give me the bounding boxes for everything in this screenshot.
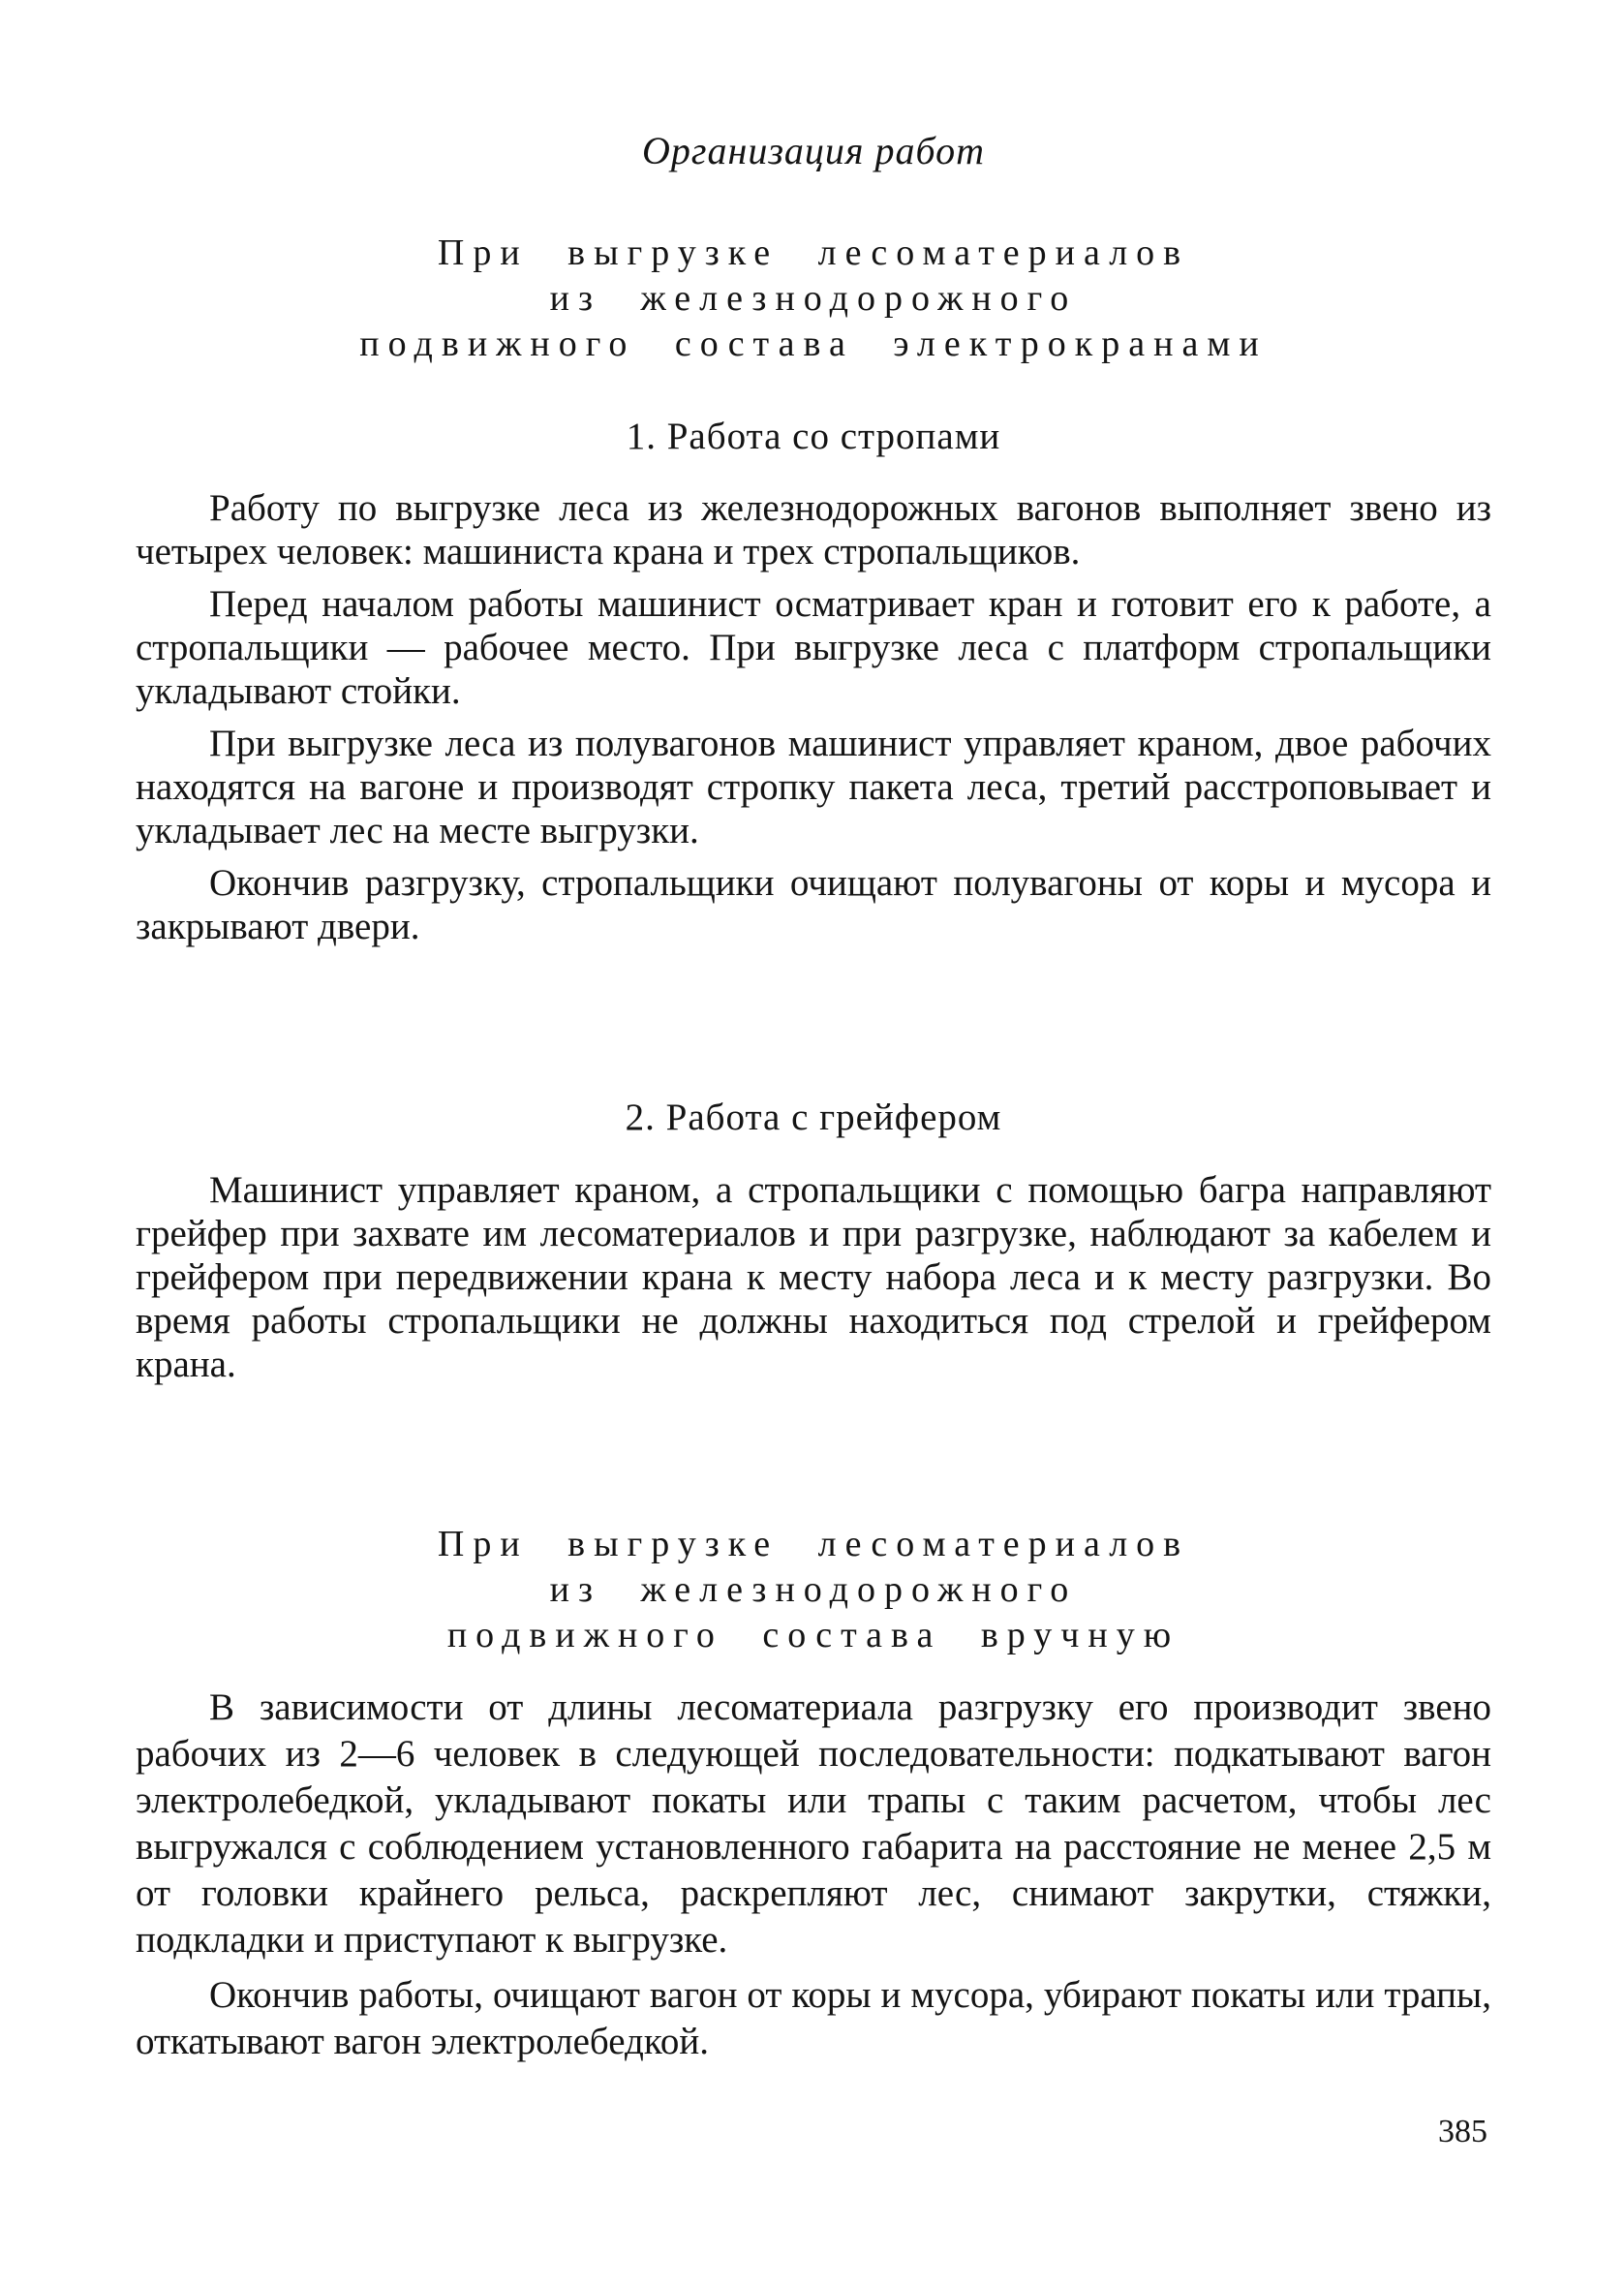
paragraph: Окончив работы, очищают вагон от коры и мусора, убирают покаты или трапы, откатывают вагон электролебедкой. [136,1974,1491,2062]
heading-line: подвижного состава электрокранами [359,324,1268,364]
subsection-1-body [136,486,1491,957]
subsection-2-title: 2. Работа с грейфером [625,1097,1002,1138]
paragraph: Окончив разгрузку, стропальщики очищают полувагоны от коры и мусора и закрывают двери. [136,862,1491,947]
heading-line: из железнодорожного [549,278,1078,319]
section-2-heading [136,1522,1491,1658]
page-number: 385 [1438,2114,1487,2149]
heading-line: подвижного состава вручную [446,1615,1180,1655]
heading-line: При выгрузке лесоматериалов [437,1524,1190,1564]
page-header: Организация работ [641,129,985,172]
paragraph: Перед началом работы машинист осматривает кран и готовит его к работе, а стропальщики — рабочее место. При выгрузке леса с платформ стропальщики укладывают стойки. [136,583,1491,712]
paragraph: При выгрузке леса из полувагонов машинист управляет краном, двое рабочих находятся на вагоне и производят стропку пакета леса, третий расстроповывает и укладывает лес на месте выгрузки. [136,723,1491,851]
paragraph: В зависимости от длины лесоматериала разгрузку его производит звено рабочих из 2—6 человек в следующей последовательности: подкатывают вагон электролебедкой, укладывают покаты или трапы с таким расчетом, чтобы лес выгружался с соблюдением установленного габарита на расстояние не менее 2,5 м от головки крайнего рельса, раскрепляют лес, снимают закрутки, стяжки, подкладки и приступают к выгрузке. [136,1686,1491,1961]
heading-line: из железнодорожного [549,1569,1078,1610]
paragraph: Машинист управляет краном, а стропальщики с помощью багра направляют грейфер при захвате им лесоматериалов и при разгрузке, наблюдают за кабелем и грейфером при передвижении крана к месту набора леса и к месту разгрузки. Во время работы стропальщики не должны находиться под стрелой и грейфером крана. [136,1169,1491,1385]
subsection-1-title: 1. Работа со стропами [626,416,1001,457]
heading-line: При выгрузке лесоматериалов [437,232,1190,273]
subsection-2-body [136,1168,1491,1395]
paragraph: Работу по выгрузке леса из железнодорожных вагонов выполняет звено из четырех человек: машиниста крана и трех стропальщиков. [136,487,1491,572]
section-2-body [136,1685,1491,2074]
section-1-heading [136,231,1491,367]
